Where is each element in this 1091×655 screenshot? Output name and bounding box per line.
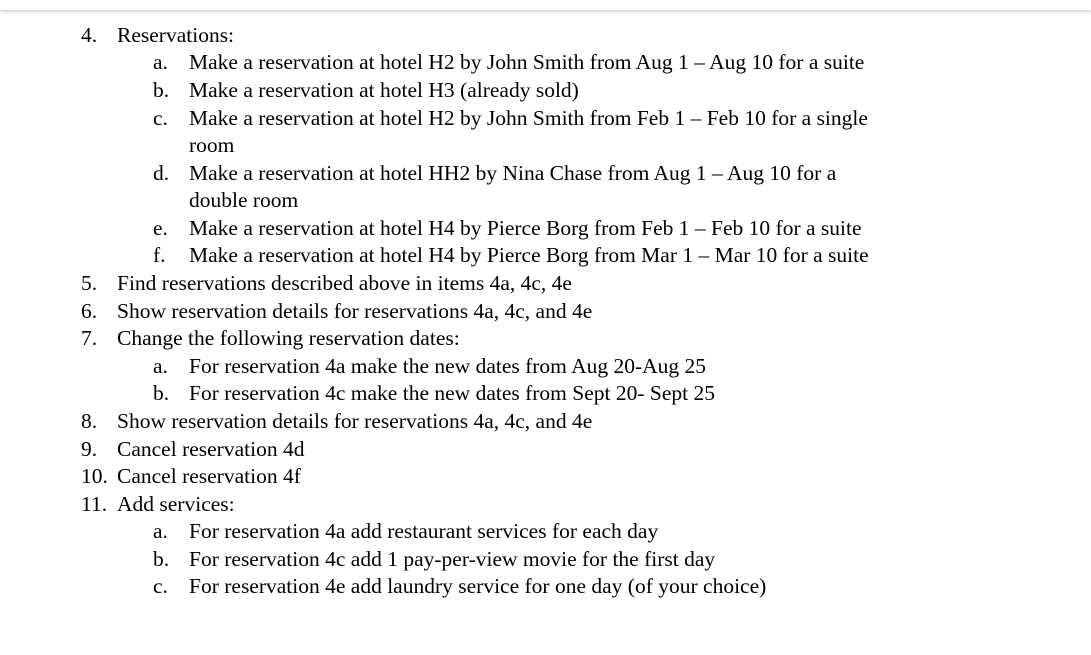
list-item-10: Cancel reservation 4f	[117, 464, 301, 488]
list-item-9: Cancel reservation 4d	[117, 437, 305, 461]
list-item-4b: Make a reservation at hotel H3 (already sold)	[189, 78, 579, 102]
list-item-4d: Make a reservation at hotel HH2 by Nina Chase from Aug 1 – Aug 10 for a	[189, 161, 837, 185]
list-number: 7.	[81, 326, 98, 350]
list-item-11b: For reservation 4c add 1 pay-per-view movie for the first day	[189, 547, 716, 571]
sub-letter: b.	[153, 78, 170, 102]
sub-letter: b.	[153, 381, 170, 405]
list-item-4c: Make a reservation at hotel H2 by John Smith from Feb 1 – Feb 10 for a single	[189, 106, 868, 130]
list-item-7: Change the following reservation dates:	[117, 326, 460, 350]
list-number: 10.	[81, 464, 108, 488]
list-item-4: Reservations:	[117, 23, 235, 47]
list-item-4f: Make a reservation at hotel H4 by Pierce Borg from Mar 1 – Mar 10 for a suite	[189, 243, 869, 267]
list-item-11: Add services:	[117, 492, 235, 516]
sub-letter: e.	[153, 216, 168, 240]
list-item-7b: For reservation 4c make the new dates from Sept 20- Sept 25	[189, 381, 716, 405]
page-top-edge	[0, 0, 1091, 10]
sub-letter: c.	[153, 574, 168, 598]
list-item-4e: Make a reservation at hotel H4 by Pierce Borg from Feb 1 – Feb 10 for a suite	[189, 216, 862, 240]
list-item-6: Show reservation details for reservations 4a, 4c, and 4e	[117, 299, 593, 323]
sub-letter: a.	[153, 354, 168, 378]
list-item-4d-continuation: double room	[189, 188, 299, 212]
sub-letter: b.	[153, 547, 170, 571]
list-item-7a: For reservation 4a make the new dates from Aug 20-Aug 25	[189, 354, 707, 378]
sub-letter: a.	[153, 519, 168, 543]
sub-letter: c.	[153, 106, 168, 130]
sub-letter: a.	[153, 50, 168, 74]
sub-letter: f.	[153, 243, 166, 267]
list-number: 9.	[81, 437, 98, 461]
list-number: 5.	[81, 271, 98, 295]
list-item-5: Find reservations described above in items 4a, 4c, 4e	[117, 271, 572, 295]
list-number: 11.	[81, 492, 108, 516]
list-number: 4.	[81, 23, 98, 47]
list-item-11c: For reservation 4e add laundry service for one day (of your choice)	[189, 574, 767, 598]
sub-letter: d.	[153, 161, 170, 185]
list-number: 8.	[81, 409, 98, 433]
list-number: 6.	[81, 299, 98, 323]
list-item-11a: For reservation 4a add restaurant services for each day	[189, 519, 659, 543]
list-item-4c-continuation: room	[189, 133, 235, 157]
list-item-4a: Make a reservation at hotel H2 by John Smith from Aug 1 – Aug 10 for a suite	[189, 50, 865, 74]
list-item-8: Show reservation details for reservations 4a, 4c, and 4e	[117, 409, 593, 433]
